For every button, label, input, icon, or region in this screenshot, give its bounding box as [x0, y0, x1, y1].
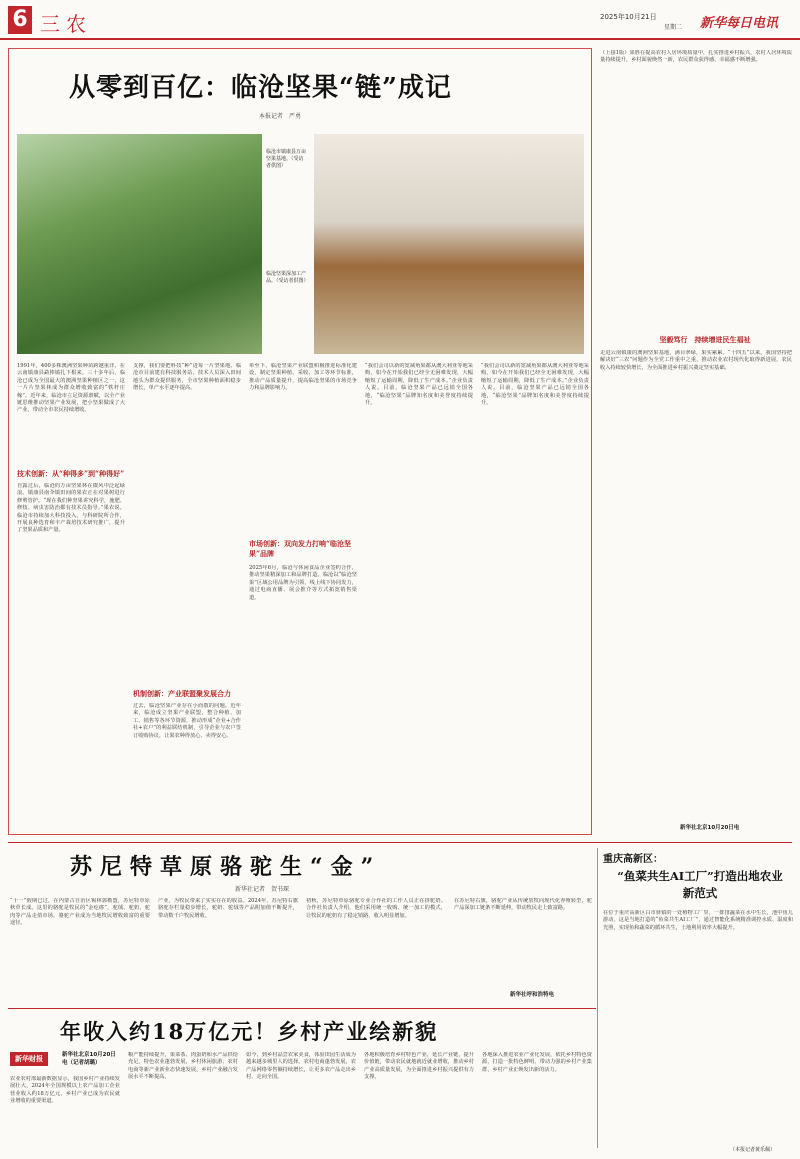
camel-col2: 产业，为牧民带来了实实在在的收益。2024年，苏尼特右旗骆驼存栏量稳步增长，驼奶、驼绒等产品附加值不断提升，带动数千户牧民增收。	[158, 898, 298, 919]
feature-col3b: 2025年6月，临沧与休闲食品企业签约合作，推动坚果精深加工和品牌打造。临沧以“临沧坚果”区域公用品牌为引领，线上线下协同发力，通过电商直播、展会推介等方式拓宽销售渠道。	[249, 565, 357, 601]
divider-2	[8, 1008, 596, 1009]
feature-col1: 1991年，400多株澳洲坚果种苗跨越重洋，在云南镇康县勐捧镇扎下根来。三十多年后，临沧已成为全国最大的澳洲坚果种植区之一，这一片片坚果林成为群众增收致富的“铁杆庄稼”。近年来，临沧市立足资源禀赋，以全产业链思维推动坚果产业发展，把小坚果做成了大产业，带动全市农民持续增收。	[17, 363, 125, 414]
feature-byline: 本报记者 严勇	[259, 113, 302, 120]
feature-col3: 单至下，临沧坚果产业联盟积极推进标准化建设，制定坚果种植、采收、加工等环节标准，推动产品质量提升，提高临沧坚果的市场竞争力和品牌影响力。	[249, 363, 357, 392]
side-story-signoff: （本报记者黄乐佩）	[730, 1147, 776, 1153]
photo-products-caption: 临沧坚果深加工产品。（受访者供图）	[266, 271, 309, 284]
photo-orchard	[17, 134, 262, 354]
photo-orchard-caption: 临沧市镇康县万亩坚果基地。（受访者供图）	[266, 149, 307, 169]
feature-col2b: 过去，临沧坚果产业存在小而散的问题。近年来，临沧成立坚果产业联盟，整合种植、加工、销售等各环节资源，推动形成“企业+合作社+农户”的利益联结机制，引导企业与农户签订收购协议，让果农种得放心、卖得安心。	[133, 703, 241, 739]
camel-col3: 初秋，苏尼特草原骆驼专业合作社的工作人员正在挤驼奶。合作社负责人介绍，他们采用统一收购、统一加工的模式，让牧民的驼奶有了稳定销路，收入明显增加。	[306, 898, 446, 919]
continued-signoff: 新华社北京10月20日电	[680, 825, 740, 831]
issue-weekday: 星期二	[664, 24, 683, 31]
feature-col4b: “我们会司以新的宽减角果都从澳大利亚等地采购，如今在开始我们已经全无困难发现，大幅缩短了运输周期，降低了生产成本。”企业负责人说。目前，临沧坚果产品已远销全国各地，“临沧坚果”品牌知名度和美誉度持续提升。	[481, 363, 589, 407]
bottom-dateline: 新华社北京10月20日电（记者胡璐）	[62, 1052, 116, 1066]
bottom-col4: 各地积极培育乡村特色产业，延长产业链，提升价值链，带动农民就地就近就业增收，推动乡村产业高质量发展，为全面推进乡村振兴提供有力支撑。	[364, 1052, 474, 1081]
section-title: 三农	[40, 12, 92, 36]
feature-title: 从零到百亿：临沧坚果“链”成记	[69, 73, 452, 103]
feature-subhead-3: 市场创新：双向发力打响“临沧坚果”品牌	[249, 539, 352, 558]
feature-article-box	[8, 48, 592, 835]
rural-industry-title: 年收入约18万亿元！乡村产业绘新貌	[60, 1019, 439, 1044]
feature-col1b: 自露过后，临沧的万亩坚果林在微风中泛起绿浪。镇康县南伞镇田间的果农正在对果树进行修剪管护。“现在我们种坚果讲究科学，施肥、修枝、病虫害防治都有技术员指导。”果农说。临沧市持续加大科技投入，与科研院所合作，开展良种选育和丰产栽培技术研究推广，提升了坚果品质和产量。	[17, 483, 125, 534]
bottom-col5: 各地深入推进农业产业化发展，依托乡村特色资源，打造一批特色鲜明、带动力强的乡村产业集群，乡村产业正焕发出新的活力。	[482, 1052, 592, 1073]
newspaper-logo: 新华每日电讯	[700, 16, 779, 31]
side-divider	[597, 848, 598, 1148]
bottom-col1: 农业农村部最新数据显示，我国乡村产业持续发展壮大，2024年全国规模以上农产品加工企业营业收入约18万亿元，乡村产业已成为农民就业增收的重要渠道。	[10, 1076, 120, 1105]
side-story-body: 在位于重庆高新区白市驿镇的一处植物工厂里，一排排蔬菜在水中生长，池中鱼儿游动。这是当地打造的“鱼菜共生AI工厂”，通过智能化系统精准调控水质、温度和光照，实现鱼和蔬菜的循环共生，土地利用效率大幅提升。	[603, 910, 793, 931]
camel-signoff: 新华社呼和浩特电	[510, 992, 555, 998]
feature-subhead-2: 机制创新：产业联盟聚发展合力	[133, 689, 231, 698]
continued-article-top: （上接1版）果胜在提高农村人居环境质量中，扎实推进乡村振兴，农村人居环境质量持续提升，乡村面貌焕然一新，农民群众获得感、幸福感不断增强。	[600, 50, 792, 64]
continued-article-body: 走进云南镇康的澳洲坚果基地，满目翠绿，果实累累。“十四五”以来，我国坚持把解决好“三农”问题作为全党工作重中之重，推动农业农村现代化取得新进展，农民收入持续较快增长，为全面推进乡村振兴奠定坚实基础。	[600, 350, 792, 371]
continued-subhead: 坚毅笃行 持续增进民生福祉	[659, 335, 751, 344]
feature-col2: 支撑，我们要把科技“种”进每一片坚果地。临沧市目前建有科技服务站，技术人员深入田间地头为群众提供服务，全市坚果种植面积稳步增长，单产水平逐年提高。	[133, 363, 241, 392]
page-number: 6	[8, 6, 32, 34]
page-header	[0, 0, 800, 40]
camel-story-title: 苏尼特草原骆驼生“金”	[70, 854, 382, 880]
feature-subhead-1: 技术创新：从“种得多”到“种得好”	[17, 469, 125, 478]
issue-date: 2025年10月21日	[600, 13, 657, 21]
finance-badge: 新华财报	[10, 1052, 48, 1066]
side-story-title: “鱼菜共生AI工厂”打造出地农业新范式	[617, 869, 783, 900]
bottom-col3: 如今，到乡村品尝农家美食，体验田园生活成为越来越多城里人的选择。农村电商蓬勃发展，农产品网络零售额持续增长，让更多农产品走出乡村、走向全国。	[246, 1052, 356, 1081]
photo-products	[314, 134, 584, 354]
bottom-col2: 粮产能持续提升，果菜茶、肉蛋奶和水产品供给充足。特色农业蓬勃发展，乡村休闲旅游、农村电商等新产业新业态快速发展，乡村产业融合发展水平不断提高。	[128, 1052, 238, 1081]
camel-col1: “十一”假期已过，在内蒙古自治区锡林郭勒盟，苏尼特草原秋草长成。这里的骆驼是牧民的“金疙瘩”，驼绒、驼奶、驼肉等产品走俏市场，骆驼产业成为当地牧民增收致富的重要途径。	[10, 898, 150, 927]
feature-col4: “我们会司以新的宽减角果都从澳大利亚等地采购，如今在开始我们已经全无困难发现，大幅缩短了运输周期，降低了生产成本。”企业负责人说。目前，临沧坚果产品已远销全国各地，“临沧坚果”品牌知名度和美誉度持续提升。	[365, 363, 473, 407]
divider-1	[8, 842, 792, 843]
camel-story-byline: 新华社记者 贺书琛	[235, 886, 290, 893]
side-story-kicker: 重庆高新区：	[603, 854, 663, 865]
camel-col4: 在苏尼特右旗，骆驼产业从传统放牧向现代化养殖转型，驼产品深加工链条不断延伸，带动牧民走上致富路。	[454, 898, 592, 912]
